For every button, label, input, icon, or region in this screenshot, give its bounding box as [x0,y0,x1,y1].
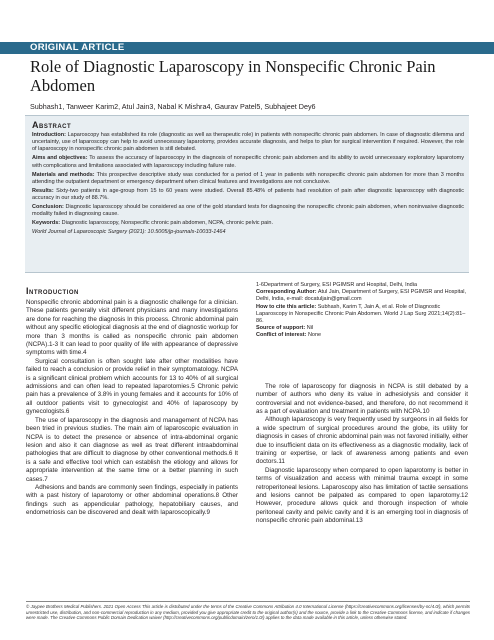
conflict-of-interest-text: None [307,332,322,339]
abstract-introduction-label: Introduction: [32,132,66,138]
corresponding-author [256,289,468,303]
how-to-cite [256,304,468,325]
abstract-heading: Abstract [32,120,72,130]
affiliation-dept: 1-6Department of Surgery, ESI PGIMSR and Hospital, Delhi, India [256,282,417,288]
intro-paragraph-1: Nonspecific chronic abdominal pain is a diagnostic challenge for a clinician. These patients generally visit different physicians and many investigations are done for reaching the diagnosis In this process. Chronic abdominal pain without any specific etiological diagnosis at the end of diagnostic workup for more than 3 months is called as nonspecific chronic pain abdomen (NCPA).1-3 It can lead to poor quality of life with appearance of depressive symptoms with time.4 [26,299,238,357]
abstract-aims-label: Aims and objectives: [32,155,88,162]
abstract-conclusion-label: Conclusion: [32,204,64,211]
right-paragraph-3: Diagnostic laparoscopy when compared to open laparotomy is better in terms of visualization and access with minimal trauma except in some retroperitoneal lesions. Laparoscopy also has limitation of tactile sensations and lesions cannot be palpated as compared to open laparotomy.12 However, procedure allows quick and thorough inspection of whole peritoneal cavity and pelvic cavity and it is an emerging tool in diagnosis of nonspecific chronic pain abdominal.13 [256,466,468,525]
abstract-methods-label: Materials and methods: [32,171,95,178]
corresponding-author-label: Corresponding Author: [256,289,317,296]
abstract-conclusion [32,204,464,218]
right-column [256,282,468,526]
intro-paragraph-4: Adhesions and bands are commonly seen findings, especially in patients with a past history of laparotomy or other abdominal operations.8 Other findings such as appendicular pathology, hepatobiliary causes, and endometriosis can be discovered and dealt with laparoscopically.9 [26,483,238,517]
how-to-cite-label: How to cite this article: [256,303,317,310]
abstract-aims [32,155,464,169]
right-paragraph-2: Although laparoscopy is very frequently used by surgeons in all fields for a wide spectrum of surgical procedures around the globe, its utility for diagnosis in cases of chronic abdominal pain was not favored initially, either due to insufficient data on its effectiveness as a diagnostic modality, lack of training or expertise, or lack of awareness among patients and even doctors.11 [256,416,468,466]
abstract-results-text: Sixty-two patients in age-group from 15 to 60 years were studied. Overall 85.48% of patients had resolution of pain after diagnostic laparoscopy with diagnostic accuracy in our study of 88.7%. [32,187,464,202]
intro-paragraph-2: Surgical consultation is often sought late after other modalities have failed to reach a conclusion or provide relief in their symptomatology. NCPA is a significant clinical problem which accounts for 13 to 40% of all surgical admissions and can often lead to repeated laparotomies.5 Chronic pelvic pain has a prevalence of 3.8% in young females and it accounts for 10% of all outdoor patients visit to gynecologist and 40% of laparoscopy by gynecologists.6 [26,357,238,416]
right-paragraph-1: The role of laparoscopy for diagnosis in NCPA is still debated by a number of authors who deny its value in adhesiolysis and consider it controversial and not evidence-based, and therefore, do not recommend it as a part of evaluation and treatment in patients with NCPA.10 [256,382,468,415]
abstract-results-label: Results: [32,187,54,194]
abstract-methods [32,172,464,186]
author-list: Subhash1, Tanweer Karim2, Atul Jain3, Nabal K Mishra4, Gaurav Patel5, Subhajeet Dey6 [30,102,316,111]
abstract-aims-text: To assess the accuracy of laparoscopy in the diagnosis of nonspecific chronic pain abdomen and its ability to avoid unnecessary exploratory laparotomy with complications and limitations associated with laparoscopy including failure rate. [32,155,464,169]
how-to-cite-text: Subhash, Karim T, Jain A, et al. Role of Diagnostic Laparoscopy in Nonspecific Chronic Pain Abdomen. World J Lap Surg 2021;14(2):81–86. [256,303,466,324]
abstract-keywords [32,220,464,227]
abstract-keywords-text: Diagnostic laparoscopy, Nonspecific chronic pain abdomen, NCPA, chronic pelvic pain. [61,220,274,227]
column-spacer [256,340,468,383]
abstract-results [32,188,464,202]
intro-paragraph-3: The use of laparoscopy in the diagnosis and management of NCPA has been tried in previous studies. The main aim of laparoscopic evaluation in NCPA is to detect the presence or absence of intra-abdominal organic lesion and also it can diagnose as well as treat different intraabdominal pathologies that are difficult to diagnose by other conventional methods.6 It is a safe and effective tool which can establish the etiology and allows for appropriate intervention at the same time or a better planning in such cases.7 [26,416,238,483]
corresponding-author-text: Atul Jain, Department of Surgery, ESI PGIMSR and Hospital, Delhi, India, e-mail: docatuljain@gmail.com [256,289,466,303]
abstract-citation: World Journal of Laparoscopic Surgery (2021): 10.5005/jp-journals-10033-1464 [32,229,226,236]
abstract-conclusion-text: Diagnostic laparoscopy should be considered as one of the gold standard tests for diagnosing the nonspecific chronic pain abdomen, when noninvasive diagnostic modality failed in diagnosing cause. [32,204,465,218]
abstract-keywords-label: Keywords: [32,220,61,227]
source-of-support [256,325,468,332]
abstract-introduction [32,132,464,154]
introduction-heading: Introduction [26,286,79,296]
abstract-methods-text: This prospective descriptive study was conducted for a period of 1 year in patients with nonspecific chronic pain abdomen for more than 3 months attending the outpatient department or emergency department when clinical features and investigations are not conclusive. [32,171,464,185]
license-footer: © Jaypee Brothers Medical Publishers. 2021 Open Access This article is distributed under the terms of the Creative Commons Attribution 4.0 International License (https://creativecommons.org/licenses/by-nc/4.0/), which permits unrestricted use, distribution, and non-commercial reproduction in any medium, provided you give appropriate credit to the original author(s) and the source, provide a link to the Creative Commons license, and indicate if changes were made. The Creative Commons Public Domain Dedication waiver (http://creativecommons.org/publicdomain/zero/1.0/) applies to the data made available in this article, unless otherwise stated. [26,604,470,621]
source-of-support-text: Nil [306,324,314,331]
abstract-box [25,115,469,273]
conflict-of-interest [256,332,468,339]
abstract-introduction-text: Laparoscopy has established its role (diagnostic as well as therapeutic role) in patients with nonspecific chronic pain abdomen. In case of diagnostic dilemma and uncertainty, use of laparoscopy can help to avoid unnecessary laparotomy, provides accurate diagnosis, and helps to plan for surgical intervention if required. However, the role of laparoscopy in nonspecific chronic pain abdomen is still debated. [32,132,465,153]
section-label: ORIGINAL ARTICLE [30,42,125,53]
left-column [26,286,238,518]
source-of-support-label: Source of support: [256,324,306,331]
article-title: Role of Diagnostic Laparoscopy in Nonspecific Chronic Pain Abdomen [30,57,436,95]
conflict-of-interest-label: Conflict of interest: [256,332,307,339]
footer-divider [26,601,470,602]
